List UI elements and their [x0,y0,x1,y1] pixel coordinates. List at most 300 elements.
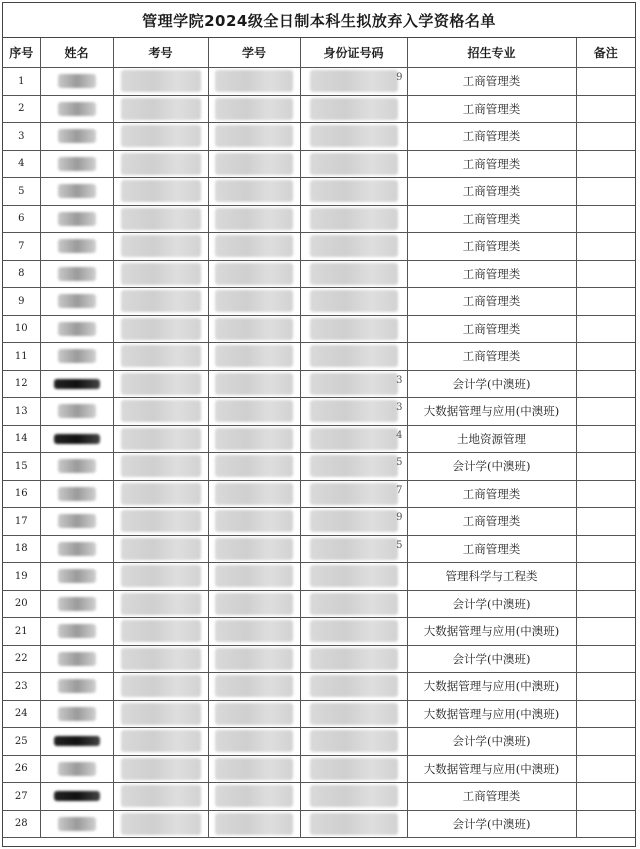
header-student-no: 学号 [208,38,300,68]
id-tail-digit: 3 [396,402,403,413]
student-no-redacted [208,700,300,728]
exam-no-redacted [113,123,208,151]
redaction-mark [310,758,398,780]
row-remarks [576,288,635,316]
id-tail-digit: 4 [396,429,403,441]
redaction-mark [215,510,293,532]
exam-no-redacted [113,150,208,178]
name-redacted [40,618,113,646]
row-seq: 21 [3,618,40,646]
table-row [3,508,635,536]
exam-no-redacted [113,205,208,233]
exam-no-redacted [113,645,208,673]
student-no-redacted [208,453,300,481]
id-card-redacted [300,618,407,646]
table-row [3,150,635,178]
row-major: 工商管理类 [407,783,576,811]
row-remarks [576,563,635,591]
name-redacted [40,535,113,563]
redaction-mark [121,483,201,505]
header-name: 姓名 [40,38,113,68]
row-major: 工商管理类 [407,480,576,508]
row-seq: 26 [3,755,40,783]
name-redacted [40,425,113,453]
row-seq: 17 [3,508,40,536]
name-redacted [40,68,113,96]
table-row [3,535,635,563]
table-row [3,590,635,618]
redaction-mark [58,652,96,666]
table-row [3,755,635,783]
redaction-mark [310,785,398,807]
redaction-mark [58,102,96,116]
redaction-mark [215,70,293,92]
row-seq: 7 [3,233,40,261]
exam-no-redacted [113,508,208,536]
redaction-mark [58,514,96,528]
redaction-mark [58,487,96,501]
row-major: 工商管理类 [407,288,576,316]
redaction-mark [58,817,96,831]
id-tail-digit: 9 [396,72,403,83]
table-row [3,205,635,233]
student-no-redacted [208,673,300,701]
row-remarks [576,370,635,398]
student-no-redacted [208,645,300,673]
student-no-redacted [208,480,300,508]
student-no-redacted [208,398,300,426]
redaction-mark [215,593,293,615]
redaction-mark [215,208,293,230]
redaction-mark [121,318,201,340]
id-card-redacted [300,453,407,481]
redaction-mark [215,538,293,560]
id-card-redacted [300,123,407,151]
redaction-mark [58,349,96,363]
exam-no-redacted [113,783,208,811]
row-remarks [576,673,635,701]
redaction-mark [310,235,398,257]
exam-no-redacted [113,618,208,646]
id-card-redacted [300,563,407,591]
row-remarks [576,95,635,123]
redaction-mark [310,730,398,752]
row-seq: 18 [3,535,40,563]
name-redacted [40,508,113,536]
row-seq: 1 [3,68,40,96]
id-card-redacted [300,370,407,398]
redaction-mark [58,679,96,693]
document-title: 管理学院2024级全日制本科生拟放弃入学资格名单 [3,3,635,38]
row-seq: 13 [3,398,40,426]
table-row [3,178,635,206]
redaction-mark [310,813,398,835]
redaction-mark [121,428,201,450]
redaction-mark [121,620,201,642]
table-body [3,68,635,838]
name-redacted [40,205,113,233]
row-major: 大数据管理与应用(中澳班) [407,398,576,426]
name-redacted [40,123,113,151]
redaction-mark [121,235,201,257]
redaction-mark [215,373,293,395]
table-row [3,260,635,288]
student-no-redacted [208,123,300,151]
row-major: 土地资源管理 [407,425,576,453]
redaction-mark [121,290,201,312]
id-card-redacted [300,810,407,838]
exam-no-redacted [113,480,208,508]
redaction-mark [58,184,96,198]
name-redacted [40,700,113,728]
redaction-mark [121,730,201,752]
row-seq: 3 [3,123,40,151]
redaction-mark [54,736,100,746]
row-remarks [576,728,635,756]
row-seq: 15 [3,453,40,481]
exam-no-redacted [113,233,208,261]
student-no-redacted [208,563,300,591]
redaction-mark [310,675,398,697]
row-seq: 4 [3,150,40,178]
header-remarks: 备注 [576,38,635,68]
exam-no-redacted [113,343,208,371]
header-seq: 序号 [3,38,40,68]
id-card-redacted [300,398,407,426]
redaction-mark [121,455,201,477]
row-remarks [576,425,635,453]
redaction-mark [121,400,201,422]
table-row [3,563,635,591]
redaction-mark [54,379,100,389]
row-major: 会计学(中澳班) [407,810,576,838]
name-redacted [40,288,113,316]
row-remarks [576,343,635,371]
row-seq: 19 [3,563,40,591]
redaction-mark [58,597,96,611]
row-major: 管理科学与工程类 [407,563,576,591]
redaction-mark [310,263,398,285]
redaction-mark [310,593,398,615]
redaction-mark [215,730,293,752]
row-major: 工商管理类 [407,508,576,536]
row-major: 工商管理类 [407,233,576,261]
row-major: 工商管理类 [407,68,576,96]
id-card-redacted [300,755,407,783]
redaction-mark [310,400,398,422]
redaction-mark [310,703,398,725]
id-card-redacted [300,480,407,508]
redaction-mark [58,404,96,418]
redaction-mark [58,267,96,281]
exam-no-redacted [113,95,208,123]
id-card-redacted [300,343,407,371]
row-remarks [576,535,635,563]
table-row [3,123,635,151]
student-no-redacted [208,728,300,756]
exam-no-redacted [113,398,208,426]
row-major: 会计学(中澳班) [407,453,576,481]
row-major: 工商管理类 [407,205,576,233]
redaction-mark [58,74,96,88]
redaction-mark [54,434,100,444]
student-no-redacted [208,590,300,618]
redaction-mark [58,542,96,556]
row-major: 大数据管理与应用(中澳班) [407,618,576,646]
redaction-mark [58,459,96,473]
id-card-redacted [300,178,407,206]
table-row [3,425,635,453]
id-tail-digit: 5 [396,457,403,468]
redaction-mark [215,703,293,725]
row-remarks [576,590,635,618]
id-card-redacted [300,535,407,563]
redaction-mark [310,180,398,202]
student-no-redacted [208,68,300,96]
row-seq: 20 [3,590,40,618]
name-redacted [40,673,113,701]
redaction-mark [310,290,398,312]
redaction-mark [121,70,201,92]
redaction-mark [121,593,201,615]
redaction-mark [215,400,293,422]
row-seq: 11 [3,343,40,371]
row-major: 工商管理类 [407,150,576,178]
exam-no-redacted [113,68,208,96]
redaction-mark [215,263,293,285]
redaction-mark [215,235,293,257]
id-tail-digit: 5 [396,539,403,551]
redaction-mark [310,345,398,367]
student-no-redacted [208,618,300,646]
id-card-redacted [300,425,407,453]
exam-no-redacted [113,425,208,453]
redaction-mark [58,624,96,638]
table-row [3,343,635,371]
row-remarks [576,700,635,728]
redaction-mark [121,703,201,725]
redaction-mark [215,455,293,477]
name-redacted [40,150,113,178]
redaction-mark [121,263,201,285]
redaction-mark [310,510,398,532]
exam-no-redacted [113,315,208,343]
id-card-redacted [300,150,407,178]
redaction-mark [121,813,201,835]
name-redacted [40,590,113,618]
redaction-mark [310,208,398,230]
name-redacted [40,315,113,343]
table-row [3,95,635,123]
redaction-mark [121,758,201,780]
name-redacted [40,260,113,288]
table-row [3,810,635,838]
row-seq: 24 [3,700,40,728]
student-no-redacted [208,508,300,536]
row-remarks [576,453,635,481]
name-redacted [40,178,113,206]
row-major: 大数据管理与应用(中澳班) [407,700,576,728]
row-major: 工商管理类 [407,95,576,123]
redaction-mark [310,125,398,147]
table-row [3,618,635,646]
row-remarks [576,260,635,288]
redaction-mark [121,125,201,147]
redaction-mark [215,648,293,670]
redaction-mark [121,180,201,202]
table-header-row [3,38,635,68]
row-seq: 12 [3,370,40,398]
exam-no-redacted [113,260,208,288]
redaction-mark [58,322,96,336]
row-major: 工商管理类 [407,343,576,371]
redaction-mark [121,785,201,807]
id-tail-digit: 9 [396,512,403,523]
redaction-mark [215,675,293,697]
row-seq: 6 [3,205,40,233]
redaction-mark [215,153,293,175]
table-row [3,288,635,316]
student-no-redacted [208,288,300,316]
student-no-redacted [208,535,300,563]
student-no-redacted [208,315,300,343]
redaction-mark [215,125,293,147]
candidate-table [3,38,635,838]
row-major: 大数据管理与应用(中澳班) [407,755,576,783]
id-card-redacted [300,288,407,316]
id-card-redacted [300,95,407,123]
id-card-redacted [300,590,407,618]
redaction-mark [58,157,96,171]
redaction-mark [58,707,96,721]
header-major: 招生专业 [407,38,576,68]
exam-no-redacted [113,370,208,398]
name-redacted [40,95,113,123]
row-remarks [576,178,635,206]
row-seq: 10 [3,315,40,343]
id-card-redacted [300,68,407,96]
row-seq: 22 [3,645,40,673]
name-redacted [40,343,113,371]
exam-no-redacted [113,810,208,838]
name-redacted [40,370,113,398]
table-row [3,700,635,728]
row-major: 会计学(中澳班) [407,645,576,673]
row-major: 大数据管理与应用(中澳班) [407,673,576,701]
redaction-mark [215,758,293,780]
id-tail-digit: 3 [396,374,403,386]
id-card-redacted [300,700,407,728]
student-no-redacted [208,178,300,206]
redaction-mark [215,345,293,367]
id-card-redacted [300,508,407,536]
row-seq: 5 [3,178,40,206]
row-seq: 16 [3,480,40,508]
row-remarks [576,783,635,811]
row-remarks [576,508,635,536]
table-row [3,480,635,508]
row-seq: 2 [3,95,40,123]
redaction-mark [310,483,398,505]
name-redacted [40,398,113,426]
redaction-mark [121,98,201,120]
student-no-redacted [208,755,300,783]
redaction-mark [58,239,96,253]
exam-no-redacted [113,288,208,316]
row-remarks [576,205,635,233]
table-row [3,645,635,673]
row-remarks [576,123,635,151]
redaction-mark [310,153,398,175]
student-no-redacted [208,95,300,123]
redaction-mark [310,428,398,450]
redaction-mark [215,180,293,202]
redaction-mark [121,373,201,395]
name-redacted [40,783,113,811]
exam-no-redacted [113,563,208,591]
id-card-redacted [300,673,407,701]
row-remarks [576,398,635,426]
id-tail-digit: 7 [396,484,403,496]
table-row [3,673,635,701]
name-redacted [40,728,113,756]
redaction-mark [58,569,96,583]
redaction-mark [121,675,201,697]
row-major: 工商管理类 [407,535,576,563]
row-seq: 27 [3,783,40,811]
redaction-mark [310,373,398,395]
redaction-mark [121,538,201,560]
name-redacted [40,233,113,261]
row-remarks [576,810,635,838]
table-row [3,453,635,481]
student-no-redacted [208,150,300,178]
table-row [3,728,635,756]
exam-no-redacted [113,700,208,728]
redaction-mark [215,565,293,587]
id-card-redacted [300,205,407,233]
id-card-redacted [300,233,407,261]
redaction-mark [58,762,96,776]
row-remarks [576,68,635,96]
exam-no-redacted [113,535,208,563]
redaction-mark [310,538,398,560]
row-seq: 25 [3,728,40,756]
redaction-mark [121,345,201,367]
row-remarks [576,618,635,646]
table-row [3,233,635,261]
table-row [3,398,635,426]
row-major: 会计学(中澳班) [407,590,576,618]
student-no-redacted [208,343,300,371]
row-remarks [576,315,635,343]
row-remarks [576,480,635,508]
student-no-redacted [208,205,300,233]
id-card-redacted [300,728,407,756]
row-major: 工商管理类 [407,315,576,343]
student-no-redacted [208,233,300,261]
redaction-mark [310,620,398,642]
student-no-redacted [208,810,300,838]
table-row [3,315,635,343]
name-redacted [40,563,113,591]
name-redacted [40,480,113,508]
student-no-redacted [208,783,300,811]
row-seq: 23 [3,673,40,701]
redaction-mark [121,208,201,230]
student-no-redacted [208,260,300,288]
name-redacted [40,810,113,838]
